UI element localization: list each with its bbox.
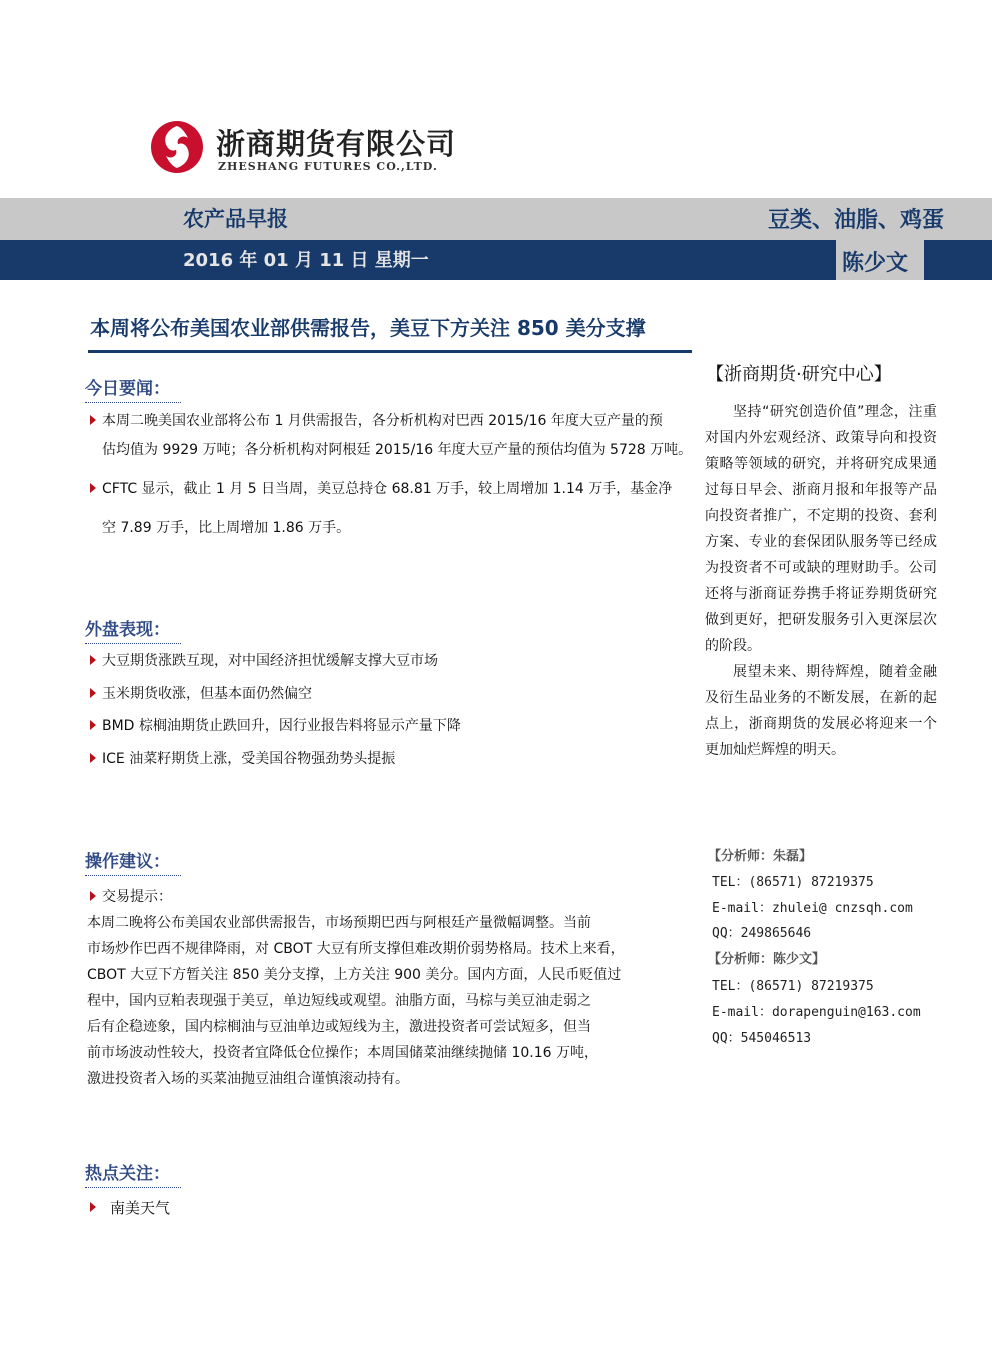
list-item: 南美天气 xyxy=(90,1195,690,1221)
analyst-tel: TEL：(86571) 87219375 xyxy=(712,979,874,994)
report-author: 陈少文 xyxy=(842,251,909,276)
bullet-triangle-icon xyxy=(90,483,96,493)
logo-mark-icon xyxy=(150,120,204,174)
brand-name-cn: 浙商期货有限公司 xyxy=(216,127,457,161)
section-heading-external: 外盘表现： xyxy=(85,615,170,640)
title-underline xyxy=(88,350,692,353)
sidebar-paragraph: 坚持“研究创造价值”理念，注重对国内外宏观经济、政策导向和投资策略等领域的研究，并将研究成果通过每日早会、浙商月报和年报等产品向投资者推广，不定期的投资、套利方案、专业的套保团队服务等已经成为投资者不可或缺的理财助手。公司还将与浙商证券携手将证券期货研究做到更好，把研发服务引入更深层次的阶段。 xyxy=(705,404,937,654)
list-item: CFTC 显示，截止 1 月 5 日当周，美豆总持仓 68.81 万手，较上周增加 1.14 万手，基金净 xyxy=(90,476,690,502)
list-item: 玉米期货收涨，但基本面仍然偏空 xyxy=(90,681,690,707)
list-item: ICE 油菜籽期货上涨，受美国谷物强劲势头提振 xyxy=(90,746,690,772)
bullet-triangle-icon xyxy=(90,891,96,901)
advice-paragraph: 本周二晚将公布美国农业部供需报告，市场预期巴西与阿根廷产量微幅调整。当前 市场炒作巴西不规律降雨，对 CBOT 大豆有所支撑但难改期价弱势格局。技术上来看， CBOT 大豆下方暂关注 850 美分支撑，上方关注 900 美分。国内方面，人民币贬值过 程中，国内豆粕表现强于美豆，单边短线或观望。油脂方面，马棕与美豆油走弱之 后有企稳迹象，国内棕榈油与豆油单边或短线为主，激进投资者可尝试短多，但当 前市场波动性较大，投资者宜降低仓位操作；本周国储菜油继续抛储 10.16 万吨， 激进投资者入场的买菜油抛豆油组合谨慎滚动持有。 xyxy=(87,915,625,1087)
analyst-heading: 【分析师：陈少文】 xyxy=(708,952,826,967)
list-item: 大豆期货涨跌互现，对中国经济担忧缓解支撑大豆市场 xyxy=(90,648,690,674)
analyst-email[interactable]: E-mail：dorapenguin@163.com xyxy=(712,1005,921,1020)
list-item: BMD 棕榈油期货止跌回升，因行业报告料将显示产量下降 xyxy=(90,713,690,739)
sidebar-title: 【浙商期货·研究中心】 xyxy=(706,364,892,385)
section-heading-today: 今日要闻： xyxy=(85,374,170,399)
bullet-triangle-icon xyxy=(90,753,96,763)
bullet-triangle-icon xyxy=(90,1202,96,1212)
report-date: 2016 年 01 月 11 日 星期一 xyxy=(183,250,429,271)
section-heading-advice: 操作建议： xyxy=(85,847,170,872)
analyst-tel: TEL：(86571) 87219375 xyxy=(712,875,874,890)
section-heading-hot: 热点关注： xyxy=(85,1159,170,1184)
list-item: 交易提示： xyxy=(90,884,690,910)
list-item-continued: 估均值为 9929 万吨；各分析机构对阿根廷 2015/16 年度大豆产量的预估均值为 5728 万吨。 xyxy=(102,442,693,458)
sidebar-intro xyxy=(705,399,937,763)
bullet-triangle-icon xyxy=(90,655,96,665)
list-item-continued: 空 7.89 万手，比上周增加 1.86 万手。 xyxy=(102,520,351,536)
bullet-triangle-icon xyxy=(90,688,96,698)
sidebar-paragraph: 展望未来、期待辉煌，随着金融及衍生品业务的不断发展，在新的起点上，浙商期货的发展必将迎来一个更加灿烂辉煌的明天。 xyxy=(705,664,937,758)
report-sectors: 豆类、油脂、鸡蛋 xyxy=(767,208,944,233)
analyst-qq: QQ：545046513 xyxy=(712,1031,812,1046)
list-item: 本周二晚美国农业部将公布 1 月供需报告，各分析机构对巴西 2015/16 年度大豆产量的预 xyxy=(90,408,690,434)
bullet-triangle-icon xyxy=(90,720,96,730)
analyst-email[interactable]: E-mail：zhulei@ cnzsqh.com xyxy=(712,901,913,916)
page-title: 本周将公布美国农业部供需报告，美豆下方关注 850 美分支撑 xyxy=(90,316,646,340)
analyst-qq: QQ：249865646 xyxy=(712,926,812,941)
company-logo xyxy=(150,120,457,180)
bullet-triangle-icon xyxy=(90,415,96,425)
report-type: 农产品早报 xyxy=(183,207,288,231)
brand-name-en: ZHESHANG FUTURES CO.,LTD. xyxy=(218,160,438,173)
analyst-heading: 【分析师：朱磊】 xyxy=(708,849,813,864)
